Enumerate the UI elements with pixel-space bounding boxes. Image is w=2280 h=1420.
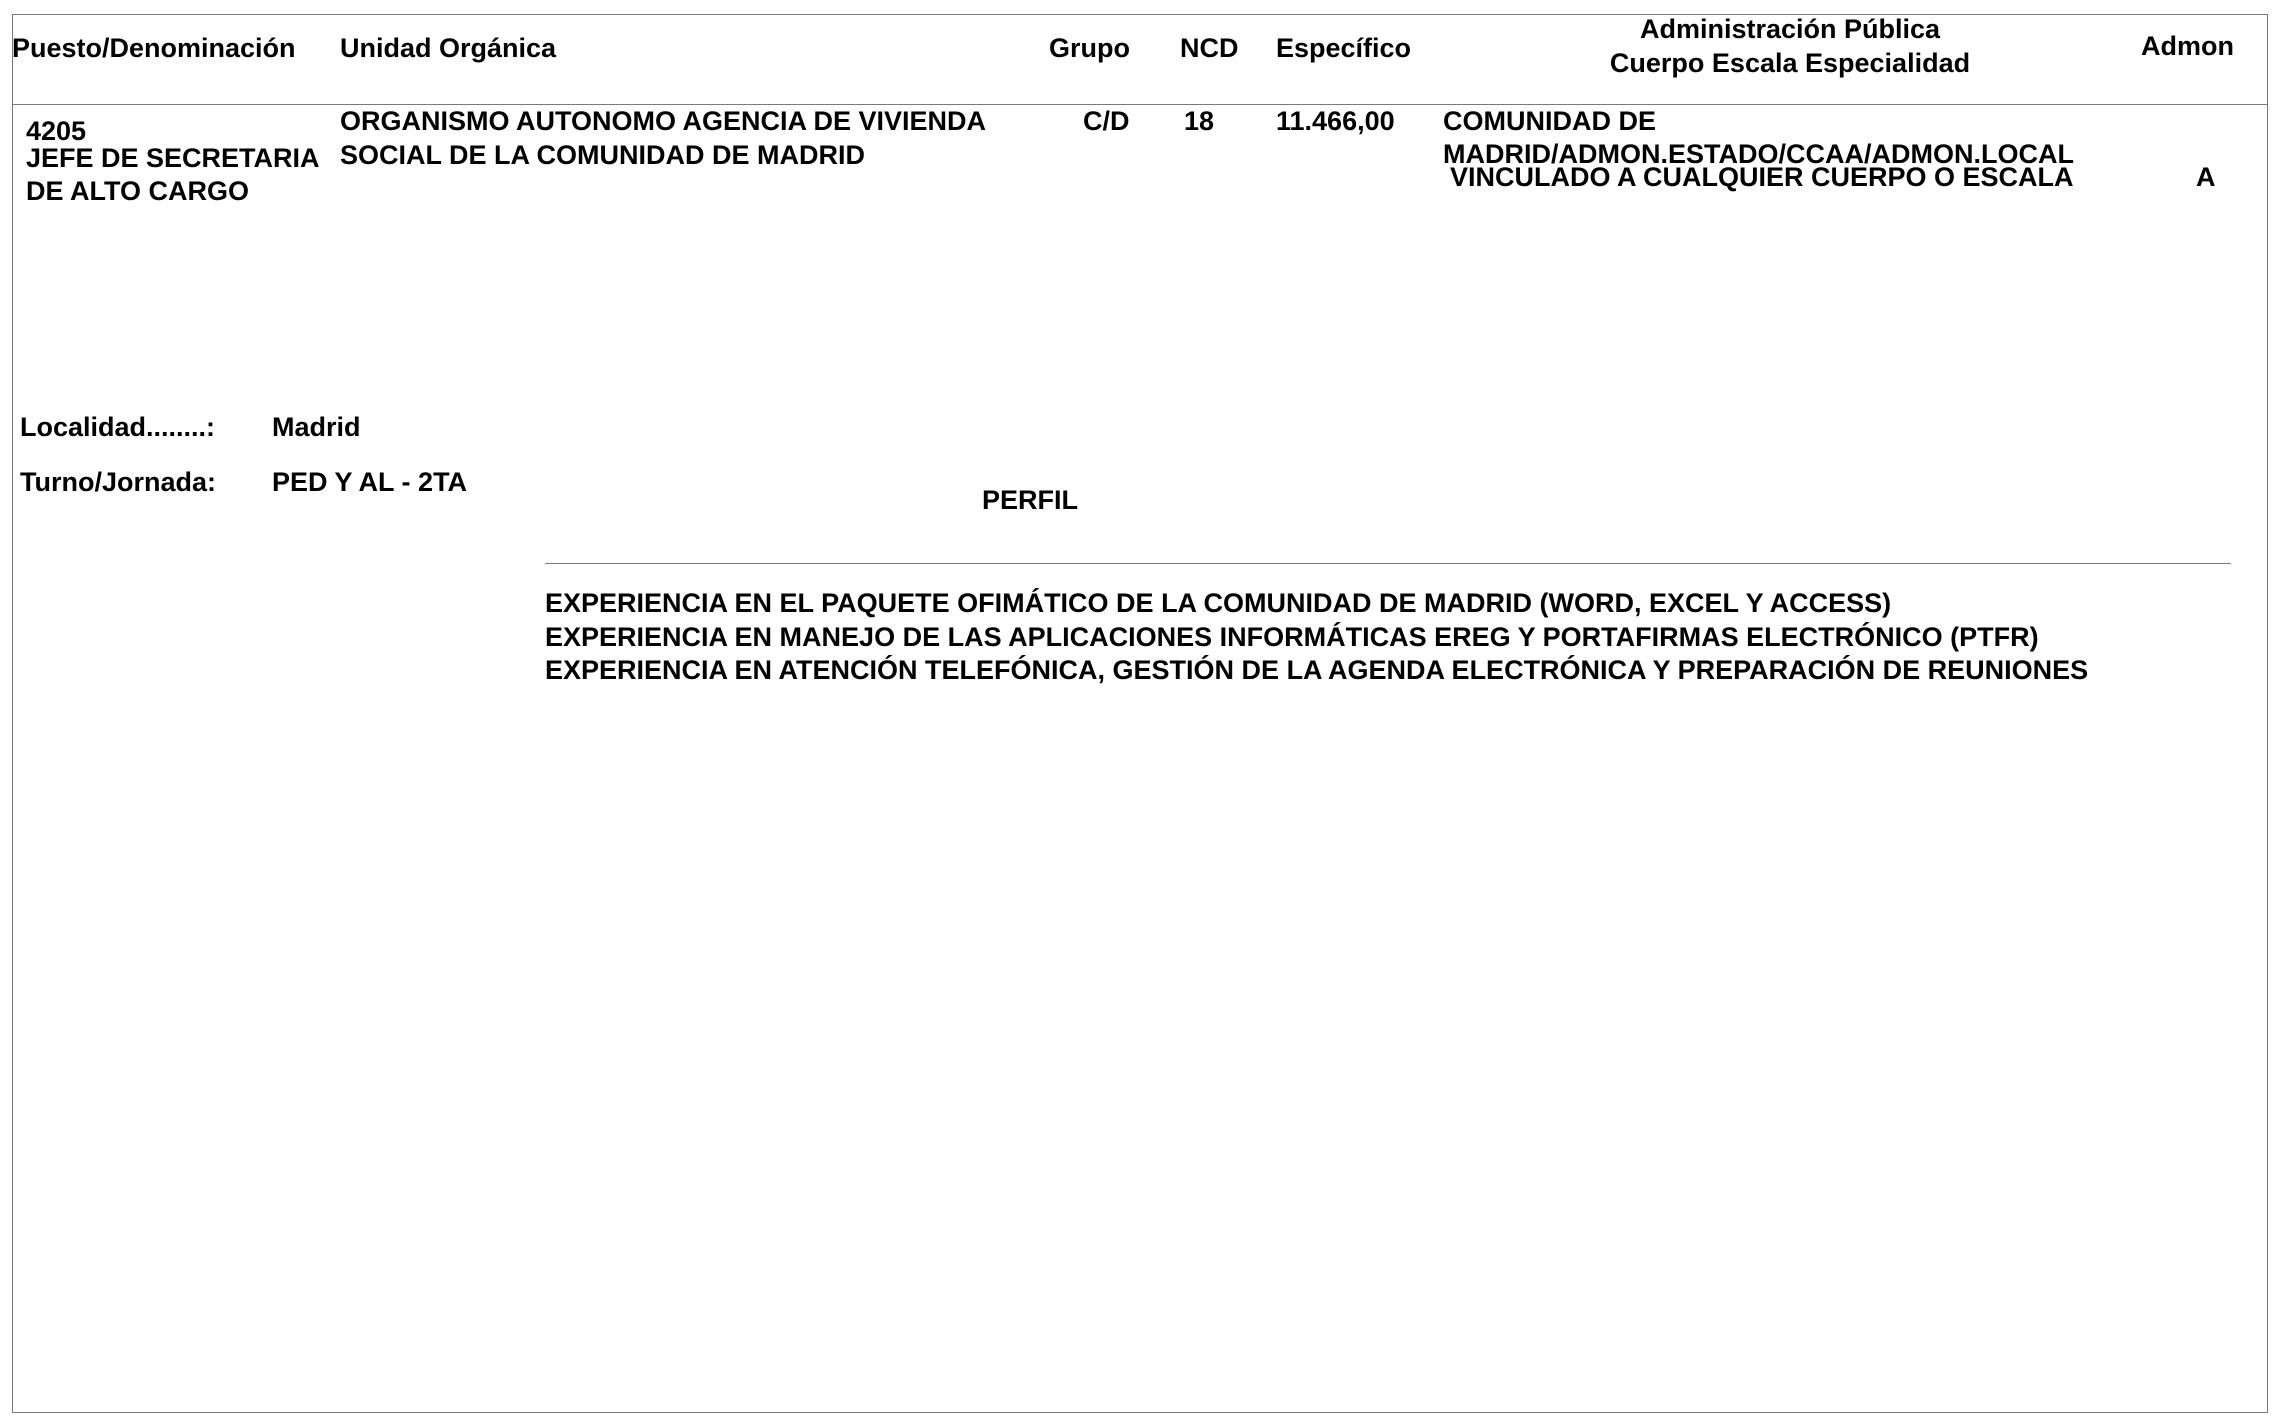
header-grupo: Grupo (1049, 33, 1130, 63)
turno-jornada-label: Turno/Jornada: (20, 467, 217, 497)
header-cuerpo-escala-especialidad: Cuerpo Escala Especialidad (1609, 48, 1971, 78)
localidad-value: Madrid (272, 412, 361, 442)
perfil-item: EXPERIENCIA EN EL PAQUETE OFIMÁTICO DE LA COMUNIDAD DE MADRID (WORD, EXCEL Y ACCESS) (545, 588, 1892, 618)
localidad-label: Localidad........: (20, 412, 216, 442)
perfil-divider (545, 563, 2231, 564)
perfil-title: PERFIL (982, 485, 1079, 515)
ncd-value: 18 (1184, 106, 1215, 136)
header-administracion-publica: Administración Pública (1639, 14, 1941, 44)
header-especifico: Específico (1276, 33, 1412, 63)
header-puesto-denominacion: Puesto/Denominación (12, 33, 296, 63)
header-unidad-organica: Unidad Orgánica (340, 33, 557, 63)
denominacion-line-1: JEFE DE SECRETARIA (26, 143, 320, 173)
unidad-organica-line-1: ORGANISMO AUTONOMO AGENCIA DE VIVIENDA (340, 106, 987, 136)
especifico-value: 11.466,00 (1276, 106, 1395, 136)
denominacion-line-2: DE ALTO CARGO (26, 176, 250, 206)
administracion-line-1: COMUNIDAD DE (1443, 106, 1656, 136)
unidad-organica-line-2: SOCIAL DE LA COMUNIDAD DE MADRID (340, 140, 865, 170)
admon-value: A (2196, 162, 2216, 192)
grupo-value: C/D (1083, 106, 1130, 136)
turno-jornada-value: PED Y AL - 2TA (272, 467, 468, 497)
administracion-line-2: MADRID/ADMON.ESTADO/CCAA/ADMON.LOCAL (1443, 139, 2074, 169)
document-frame (12, 14, 2268, 1413)
puesto-number: 4205 (26, 116, 87, 146)
header-admon: Admon (2141, 31, 2234, 61)
header-ncd: NCD (1180, 33, 1239, 63)
perfil-item: EXPERIENCIA EN ATENCIÓN TELEFÓNICA, GESTIÓN DE LA AGENDA ELECTRÓNICA Y PREPARACIÓN DE REUNIONES (545, 655, 2089, 685)
cuerpo-escala-value: VINCULADO A CUALQUIER CUERPO O ESCALA (1450, 162, 2074, 192)
perfil-item: EXPERIENCIA EN MANEJO DE LAS APLICACIONES INFORMÁTICAS EREG Y PORTAFIRMAS ELECTRÓNICO (PTFR) (545, 622, 2039, 652)
